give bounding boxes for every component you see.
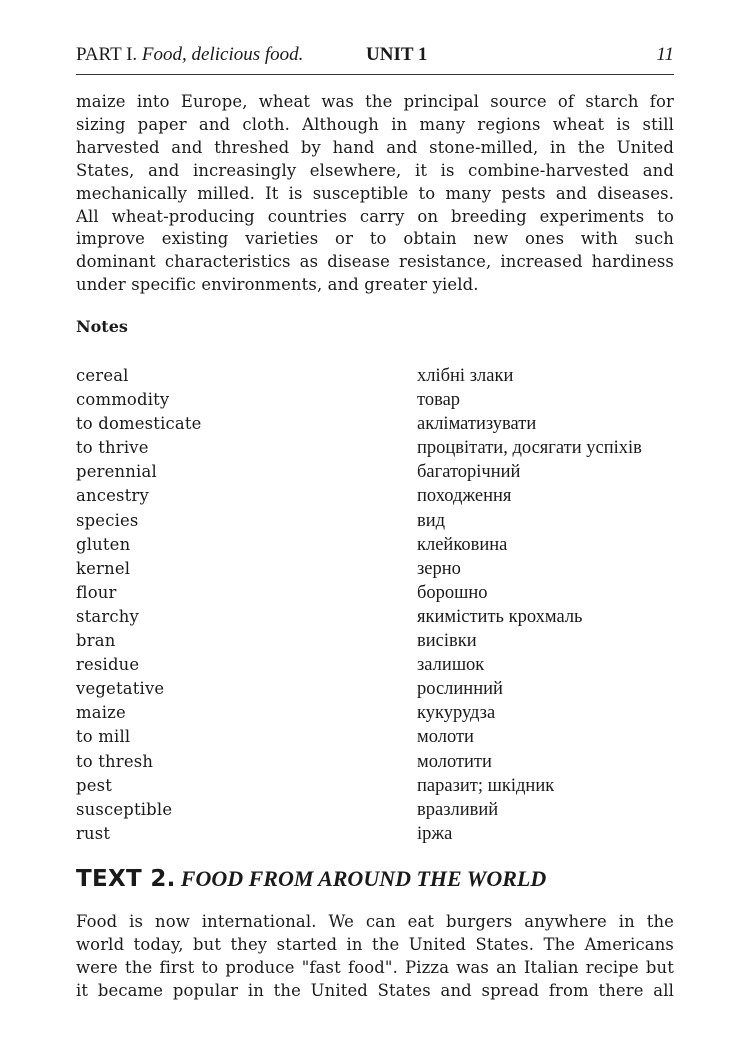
note-row <box>76 800 674 824</box>
page-number: 11 <box>656 44 674 65</box>
note-term: pest <box>76 775 112 795</box>
note-term: residue <box>76 655 140 675</box>
text-line: mechanically milled. It is susceptible to many pests and diseases. <box>76 183 674 203</box>
note-term: starchy <box>76 606 140 626</box>
notes-glossary <box>76 366 674 848</box>
note-row <box>76 559 674 583</box>
text2-title: FOOD FROM AROUND THE WORLD <box>180 866 547 891</box>
text-line: it became popular in the United States and spread from there all <box>76 980 674 1000</box>
note-translation: зерно <box>417 558 461 579</box>
text-line: under specific environments, and greater yield. <box>76 275 479 295</box>
text-line: sizing paper and cloth. Although in many regions wheat is still <box>76 114 674 134</box>
note-row <box>76 535 674 559</box>
text-line: dominant characteristics as disease resistance, increased hardiness <box>76 252 674 272</box>
running-head <box>76 44 674 70</box>
note-translation: клейковина <box>417 534 508 555</box>
note-row <box>76 679 674 703</box>
note-translation: борошно <box>417 582 488 603</box>
note-row <box>76 366 674 390</box>
note-translation: вразливий <box>417 799 499 820</box>
note-row <box>76 824 674 848</box>
note-row <box>76 583 674 607</box>
note-translation: якимістить крохмаль <box>417 606 583 627</box>
note-term: rust <box>76 823 111 843</box>
note-term: bran <box>76 631 116 651</box>
note-translation: акліматизувати <box>417 414 537 435</box>
note-term: susceptible <box>76 799 173 819</box>
note-translation: багаторічний <box>417 462 521 483</box>
note-term: to thresh <box>76 751 154 771</box>
text-line: States, and increasingly elsewhere, it is combine-harvested and <box>76 160 674 180</box>
note-term: ancestry <box>76 486 149 506</box>
note-row <box>76 607 674 631</box>
note-row <box>76 511 674 535</box>
note-row <box>76 752 674 776</box>
note-row <box>76 655 674 679</box>
running-head-part: PART I. Food, delicious food. <box>76 44 304 65</box>
note-term: gluten <box>76 534 131 554</box>
paragraph-food <box>76 911 674 1003</box>
header-rule <box>76 74 674 75</box>
note-translation: вид <box>417 510 446 531</box>
note-row <box>76 776 674 800</box>
text-line: Food is now international. We can eat burgers anywhere in the <box>76 912 674 931</box>
note-row <box>76 727 674 751</box>
note-translation: паразит; шкідник <box>417 775 555 796</box>
note-row <box>76 438 674 462</box>
note-term: commodity <box>76 390 170 410</box>
note-translation: кукурудза <box>417 703 496 724</box>
note-row <box>76 462 674 486</box>
note-term: to mill <box>76 727 131 747</box>
notes-heading: Notes <box>76 317 128 336</box>
note-term: species <box>76 510 139 530</box>
note-term: cereal <box>76 366 129 385</box>
note-row <box>76 631 674 655</box>
note-term: to domesticate <box>76 414 202 434</box>
text2-label: TEXT 2. <box>76 866 176 892</box>
note-row <box>76 414 674 438</box>
running-head-unit: UNIT 1 <box>366 44 428 65</box>
note-translation: молоти <box>417 727 474 748</box>
text-line: maize into Europe, wheat was the principal source of starch for <box>76 92 674 111</box>
note-translation: іржа <box>417 823 453 844</box>
running-head-section: Food, delicious food. <box>141 44 304 65</box>
note-term: vegetative <box>76 679 165 699</box>
note-translation: рослинний <box>417 679 503 700</box>
note-term: flour <box>76 582 117 602</box>
note-term: kernel <box>76 558 131 578</box>
note-translation: залишок <box>417 655 485 676</box>
note-row <box>76 486 674 510</box>
note-term: perennial <box>76 462 157 482</box>
text2-heading <box>76 866 546 892</box>
text-line: were the first to produce "fast food". Pizza was an Italian recipe but <box>76 957 674 977</box>
note-translation: молотити <box>417 751 492 772</box>
note-term: maize <box>76 703 126 723</box>
text-line: All wheat-producing countries carry on breeding experiments to <box>76 206 674 226</box>
note-translation: товар <box>417 390 461 411</box>
note-row <box>76 703 674 727</box>
paragraph-wheat <box>76 91 674 297</box>
text-line: improve existing varieties or to obtain new ones with such <box>76 229 674 249</box>
note-row <box>76 390 674 414</box>
note-translation: походження <box>417 486 512 507</box>
note-term: to thrive <box>76 438 149 458</box>
text-line: world today, but they started in the United States. The Americans <box>76 934 674 954</box>
note-translation: процвітати, досягати успіхів <box>417 438 642 459</box>
note-translation: хлібні злаки <box>417 366 514 386</box>
note-translation: висівки <box>417 631 477 652</box>
text-line: harvested and threshed by hand and stone-milled, in the United <box>76 137 674 157</box>
